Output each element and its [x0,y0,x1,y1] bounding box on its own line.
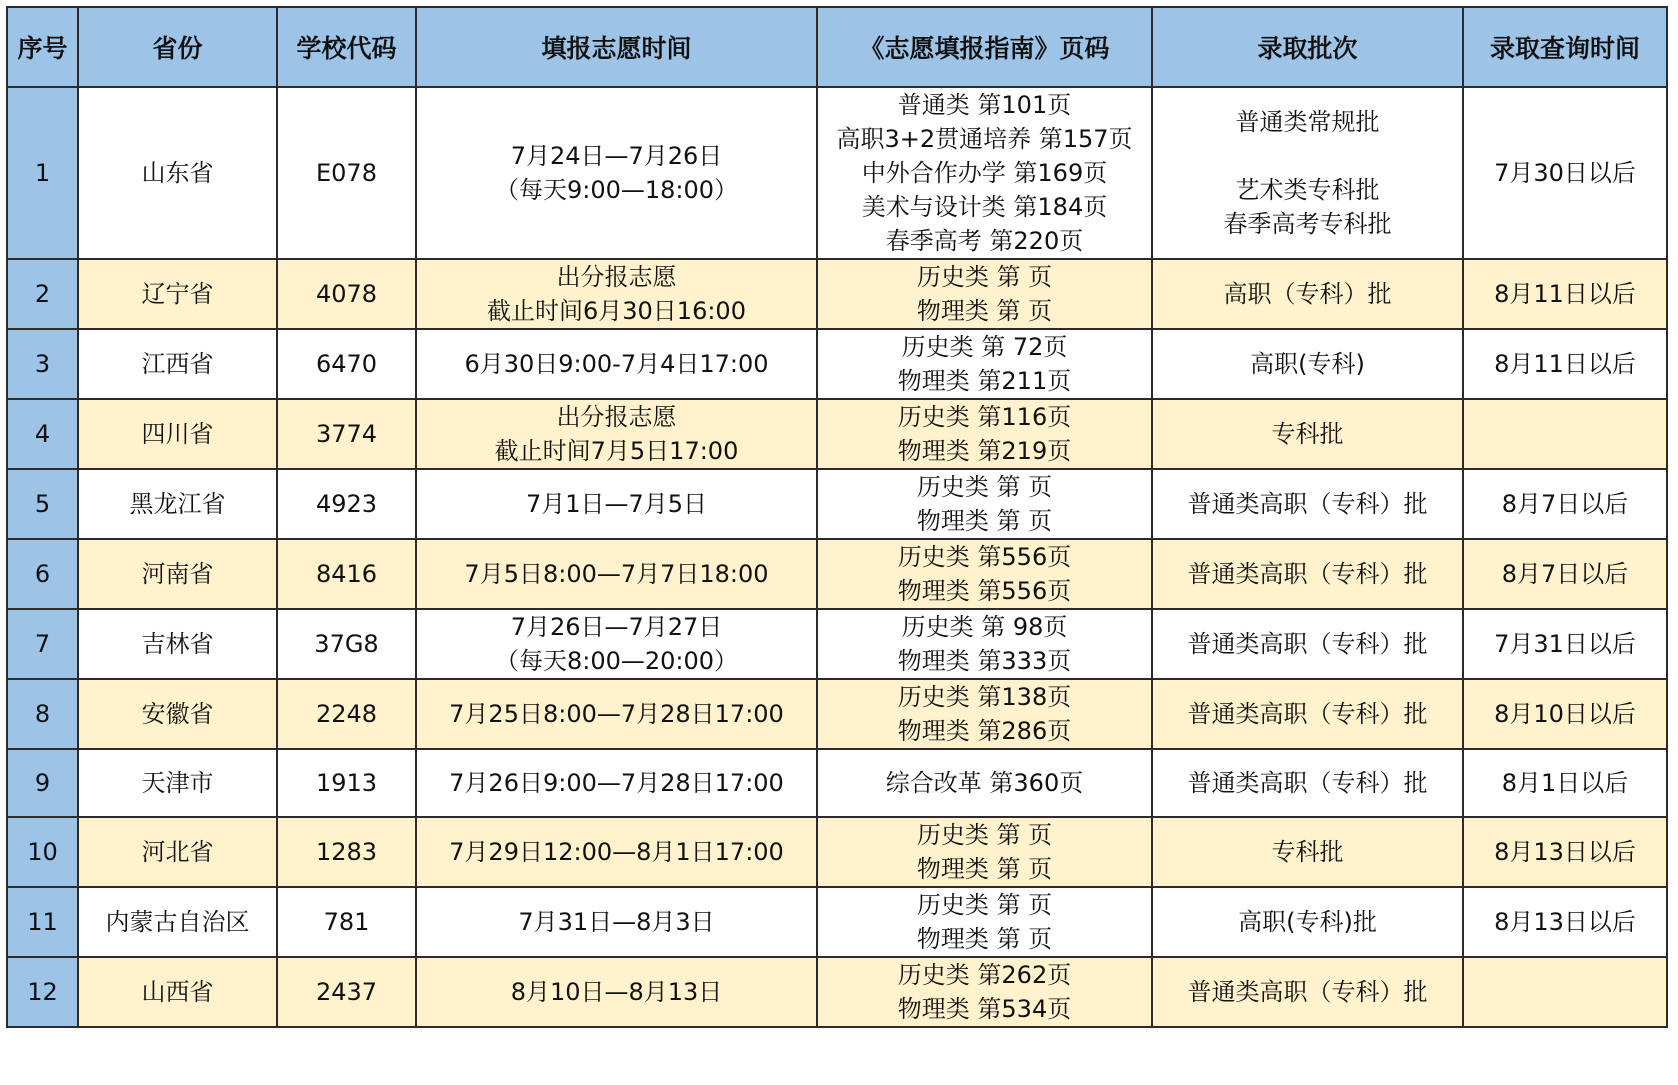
table-row [7,679,1667,749]
guide-page-line: 物理类 第286页 [897,717,1072,745]
application-time-line: 7月5日8:00—7月7日18:00 [464,560,769,588]
province-cell: 天津市 [78,749,277,817]
application-time-line: 7月25日8:00—7月28日17:00 [449,700,784,728]
admission-batch-line: 普通类高职（专科）批 [1187,769,1428,797]
application-time-line: 出分报志愿 [556,403,677,431]
admission-batch-cell-lines [1188,697,1428,731]
application-time-cell-lines [449,835,784,869]
application-time-line: 7月29日12:00—8月1日17:00 [449,838,784,866]
header-school-code: 学校代码 [277,7,416,87]
school-code-cell: 6470 [277,329,416,399]
table-row [7,539,1667,609]
row-index: 4 [7,399,78,469]
admission-batch-line: 高职(专科)批 [1238,908,1377,936]
guide-page-line: 综合改革 第360页 [885,769,1084,797]
table-row [7,749,1667,817]
school-code-cell: 3774 [277,399,416,469]
school-code-cell: 4923 [277,469,416,539]
admission-batch-cell [1152,399,1463,469]
guide-page-cell [817,887,1152,957]
header-application-time: 填报志愿时间 [416,7,817,87]
application-time-cell [416,399,817,469]
admission-batch-cell-lines [1188,557,1428,591]
guide-page-line: 中外合作办学 第169页 [861,159,1108,187]
admission-batch-cell [1152,957,1463,1027]
header-index: 序号 [7,7,78,87]
guide-page-line: 春季高考 第220页 [885,227,1084,255]
guide-page-line: 历史类 第138页 [897,683,1072,711]
query-time-cell: 8月13日以后 [1463,887,1667,957]
query-time-cell: 8月11日以后 [1463,259,1667,329]
school-code-cell: 4078 [277,259,416,329]
header-query-time: 录取查询时间 [1463,7,1667,87]
application-time-cell-lines [495,139,738,207]
query-time-cell: 8月7日以后 [1463,469,1667,539]
guide-page-cell-lines [917,260,1052,328]
guide-page-line: 美术与设计类 第184页 [861,193,1108,221]
guide-page-cell-lines [917,818,1052,886]
province-cell: 安徽省 [78,679,277,749]
guide-page-cell-lines [898,610,1071,678]
query-time-cell [1463,957,1667,1027]
guide-page-line: 历史类 第 页 [916,821,1053,849]
row-index: 3 [7,329,78,399]
row-index: 7 [7,609,78,679]
application-time-line: 8月10日—8月13日 [510,978,723,1006]
table-row [7,957,1667,1027]
admission-batch-cell-lines [1188,487,1428,521]
province-cell: 四川省 [78,399,277,469]
application-time-line: 出分报志愿 [556,263,677,291]
row-index: 6 [7,539,78,609]
application-time-line: 6月30日9:00-7月4日17:00 [464,350,769,378]
guide-page-cell [817,87,1152,259]
guide-page-cell-lines [836,88,1132,258]
guide-page-line: 历史类 第 72页 [901,333,1068,361]
admission-batch-cell-lines [1250,347,1365,381]
application-time-cell-lines [464,557,768,591]
query-time-cell: 8月7日以后 [1463,539,1667,609]
school-code-cell: 8416 [277,539,416,609]
school-code-cell: 1913 [277,749,416,817]
guide-page-cell [817,539,1152,609]
guide-page-line: 物理类 第 页 [916,297,1053,325]
query-time-cell: 8月1日以后 [1463,749,1667,817]
admission-batch-line [1224,139,1392,173]
guide-page-cell [817,469,1152,539]
school-code-cell: E078 [277,87,416,259]
admission-batch-cell-lines [1272,417,1344,451]
admission-batch-line: 普通类高职（专科）批 [1187,700,1428,728]
query-time-cell: 8月10日以后 [1463,679,1667,749]
admission-batch-cell-lines [1224,105,1392,241]
province-cell: 内蒙古自治区 [78,887,277,957]
admission-batch-cell [1152,539,1463,609]
row-index: 11 [7,887,78,957]
admission-schedule-table [6,6,1668,1028]
application-time-cell-lines [495,610,738,678]
application-time-cell [416,679,817,749]
application-time-cell-lines [464,347,768,381]
application-time-line: 7月31日—8月3日 [518,908,715,936]
guide-page-line: 物理类 第534页 [897,995,1072,1023]
admission-batch-cell [1152,609,1463,679]
row-index: 1 [7,87,78,259]
admission-table-wrapper [6,6,1668,1028]
school-code-cell: 37G8 [277,609,416,679]
guide-page-cell-lines [898,400,1071,468]
table-row [7,259,1667,329]
header-admission-batch: 录取批次 [1152,7,1463,87]
guide-page-line: 历史类 第 页 [916,891,1053,919]
row-index: 9 [7,749,78,817]
school-code-cell: 1283 [277,817,416,887]
admission-batch-line: 高职(专科) [1250,350,1365,378]
admission-batch-line: 普通类高职（专科）批 [1187,490,1428,518]
guide-page-cell-lines [886,766,1083,800]
guide-page-line: 高职3+2贯通培养 第157页 [836,125,1133,153]
header-guide-page: 《志愿填报指南》页码 [817,7,1152,87]
admission-batch-line: 春季高考专科批 [1223,210,1392,238]
school-code-cell: 2437 [277,957,416,1027]
guide-page-line: 物理类 第333页 [897,647,1072,675]
application-time-cell-lines [518,905,714,939]
guide-page-line: 历史类 第556页 [897,543,1072,571]
table-row [7,399,1667,469]
application-time-line: 7月26日—7月27日 [510,613,723,641]
application-time-line: 7月24日—7月26日 [510,142,723,170]
admission-batch-cell-lines [1238,905,1377,939]
guide-page-line: 历史类 第 页 [916,263,1053,291]
header-row [7,7,1667,87]
admission-batch-cell [1152,329,1463,399]
guide-page-cell-lines [898,958,1071,1026]
admission-batch-cell [1152,469,1463,539]
guide-page-line: 历史类 第 98页 [901,613,1068,641]
query-time-cell: 8月11日以后 [1463,329,1667,399]
guide-page-cell [817,259,1152,329]
province-cell: 江西省 [78,329,277,399]
guide-page-cell [817,957,1152,1027]
guide-page-cell-lines [917,470,1052,538]
guide-page-cell-lines [898,330,1071,398]
application-time-cell-lines [449,766,784,800]
table-row [7,87,1667,259]
guide-page-line: 物理类 第 页 [916,855,1053,883]
guide-page-line: 物理类 第211页 [897,367,1072,395]
application-time-cell [416,887,817,957]
province-cell: 黑龙江省 [78,469,277,539]
province-cell: 辽宁省 [78,259,277,329]
row-index: 8 [7,679,78,749]
province-cell: 河北省 [78,817,277,887]
admission-batch-line: 普通类常规批 [1235,108,1380,136]
province-cell: 山东省 [78,87,277,259]
application-time-line: 截止时间6月30日16:00 [487,297,746,325]
query-time-cell [1463,399,1667,469]
application-time-line: 7月1日—7月5日 [525,490,708,518]
table-row [7,887,1667,957]
admission-batch-cell [1152,887,1463,957]
province-cell: 河南省 [78,539,277,609]
guide-page-line: 物理类 第219页 [897,437,1072,465]
application-time-cell [416,749,817,817]
application-time-line: （每天8:00—20:00） [494,647,739,675]
guide-page-line: 物理类 第 页 [916,507,1053,535]
province-cell: 吉林省 [78,609,277,679]
admission-batch-cell-lines [1272,835,1344,869]
table-body [7,87,1667,1027]
guide-page-line: 历史类 第 页 [916,473,1053,501]
admission-batch-line: 专科批 [1271,420,1344,448]
admission-batch-cell-lines [1188,766,1428,800]
application-time-cell-lines [449,697,784,731]
guide-page-cell [817,749,1152,817]
province-cell: 山西省 [78,957,277,1027]
table-row [7,609,1667,679]
query-time-cell: 8月13日以后 [1463,817,1667,887]
query-time-cell: 7月31日以后 [1463,609,1667,679]
guide-page-cell [817,399,1152,469]
admission-batch-line: 专科批 [1271,838,1344,866]
application-time-cell [416,817,817,887]
application-time-cell [416,957,817,1027]
header-province: 省份 [78,7,277,87]
guide-page-line: 普通类 第101页 [897,91,1072,119]
application-time-cell-lines [526,487,707,521]
guide-page-cell [817,609,1152,679]
admission-batch-line: 普通类高职（专科）批 [1187,630,1428,658]
table-row [7,329,1667,399]
row-index: 12 [7,957,78,1027]
application-time-cell [416,609,817,679]
guide-page-cell-lines [898,540,1071,608]
application-time-line: （每天9:00—18:00） [494,176,739,204]
row-index: 10 [7,817,78,887]
admission-batch-cell-lines [1224,277,1392,311]
table-row [7,817,1667,887]
table-row [7,469,1667,539]
admission-batch-cell [1152,679,1463,749]
admission-batch-line: 高职（专科）批 [1223,280,1392,308]
application-time-line: 7月26日9:00—7月28日17:00 [449,769,784,797]
application-time-cell [416,539,817,609]
guide-page-cell-lines [898,680,1071,748]
application-time-cell-lines [487,260,746,328]
application-time-cell-lines [495,400,739,468]
admission-batch-cell [1152,259,1463,329]
admission-batch-line: 普通类高职（专科）批 [1187,560,1428,588]
row-index: 2 [7,259,78,329]
application-time-cell [416,329,817,399]
guide-page-cell [817,329,1152,399]
application-time-cell [416,87,817,259]
guide-page-cell [817,817,1152,887]
guide-page-cell [817,679,1152,749]
admission-batch-line: 普通类高职（专科）批 [1187,978,1428,1006]
guide-page-line: 历史类 第116页 [897,403,1072,431]
school-code-cell: 2248 [277,679,416,749]
guide-page-line: 物理类 第556页 [897,577,1072,605]
guide-page-line: 历史类 第262页 [897,961,1072,989]
school-code-cell: 781 [277,887,416,957]
query-time-cell: 7月30日以后 [1463,87,1667,259]
application-time-line: 截止时间7月5日17:00 [494,437,739,465]
guide-page-line: 物理类 第 页 [916,925,1053,953]
application-time-cell [416,469,817,539]
admission-batch-cell-lines [1188,627,1428,661]
application-time-cell-lines [511,975,723,1009]
admission-batch-line: 艺术类专科批 [1235,176,1380,204]
admission-batch-cell-lines [1188,975,1428,1009]
row-index: 5 [7,469,78,539]
admission-batch-cell [1152,817,1463,887]
admission-batch-cell [1152,749,1463,817]
guide-page-cell-lines [917,888,1052,956]
application-time-cell [416,259,817,329]
admission-batch-cell [1152,87,1463,259]
